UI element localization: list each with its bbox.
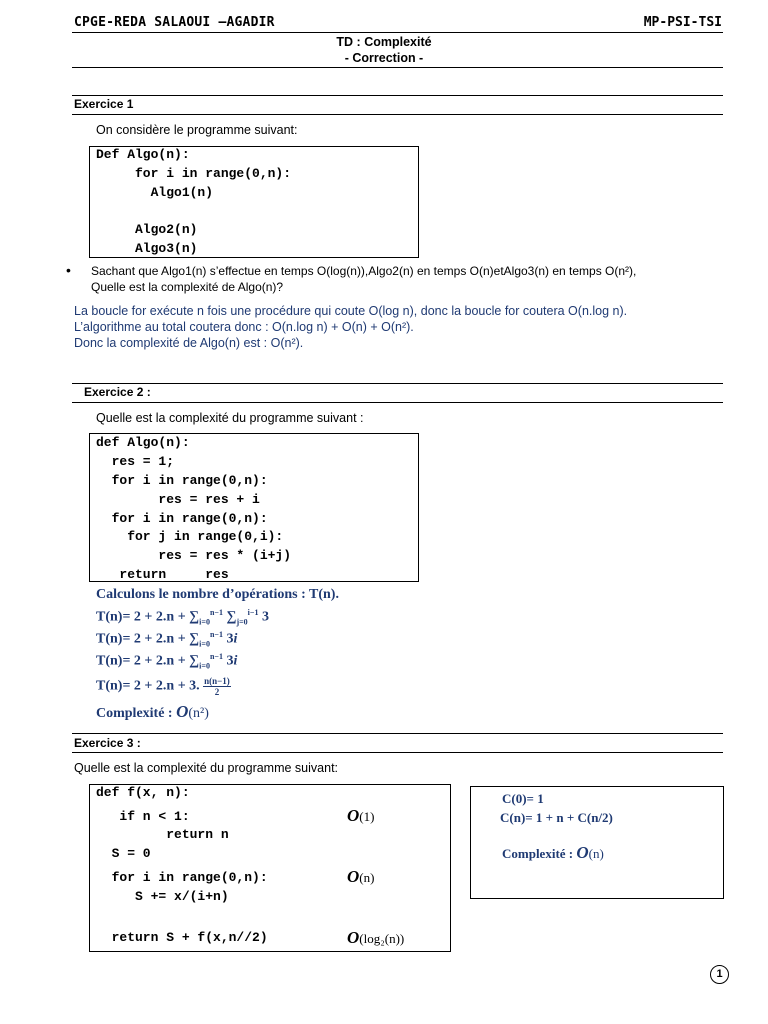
bullet-dot: • <box>66 262 71 278</box>
header-rule <box>72 32 723 33</box>
ex3-complexity-label: Complexité : <box>502 846 574 861</box>
big-o-symbol: O <box>176 702 189 721</box>
ex1-bottom-rule <box>72 114 723 115</box>
big-o-symbol: O <box>347 867 360 886</box>
ex1-answer-line-2: L’algorithme au total coutera donc : O(n.log n) + O(n) + O(n²). <box>74 320 414 334</box>
ex2-formula-4 <box>96 676 231 697</box>
ex2-formula-4-text: T(n)= 2 + 2.n + 3. <box>96 678 200 694</box>
ex2-bottom-rule <box>72 402 723 403</box>
ex1-intro: On considère le programme suivant: <box>96 123 298 137</box>
ex1-code-line: Algo2(n) <box>96 222 198 237</box>
ex2-code-line: res = res + i <box>96 492 260 507</box>
ex2-code-line: for j in range(0,i): <box>96 529 284 544</box>
ex2-fraction-den: 2 <box>214 687 220 697</box>
ex2-fraction <box>203 676 231 697</box>
ex2-formula-2: $T(n)= 2 + 2.n + \sum_{i=0}^{n-1}$ 3i <box>96 630 238 649</box>
ex2-code-line: for i in range(0,n): <box>96 473 268 488</box>
ex3-cost-line-2 <box>347 867 374 887</box>
ex3-label: Exercice 3 : <box>74 736 141 750</box>
doc-title: TD : Complexité <box>336 35 432 49</box>
ex3-code-line: for i in range(0,n): <box>96 870 268 885</box>
ex3-code-line: if n < 1: <box>96 809 190 824</box>
ex2-code-line: return res <box>96 567 229 582</box>
school-header: CPGE-REDA SALAOUI –AGADIR <box>74 15 275 30</box>
ex3-recurrence-2: C(n)= 1 + n + C(n/2) <box>500 810 613 825</box>
ex2-formula-1: $T(n)= 2 + 2.n + \sum_{i=0}^{n-1}$ $\sum_{j=0}^{i-1}$ 3 <box>96 608 269 627</box>
ex3-top-rule <box>72 733 723 734</box>
ex1-code-line: for i in range(0,n): <box>96 166 292 181</box>
ex3-complexity <box>502 843 604 863</box>
ex3-code-line: S = 0 <box>96 846 151 861</box>
ex2-complexity-value: (n²) <box>188 706 209 721</box>
ex2-top-rule <box>72 383 723 384</box>
ex1-answer-line-1: La boucle for exécute n fois une procédure qui coute O(log n), donc la boucle for coutera O(n.log n). <box>74 304 628 318</box>
ex2-intro: Quelle est la complexité du programme suivant : <box>96 411 364 425</box>
doc-subtitle: - Correction - <box>344 51 424 65</box>
ex1-question-2: Quelle est la complexité de Algo(n)? <box>91 280 284 294</box>
title-rule <box>72 67 723 68</box>
ex3-code-line: return n <box>96 827 229 842</box>
ex2-code-line: res = 1; <box>96 454 175 469</box>
ex2-calc-title: Calculons le nombre d’opérations : T(n). <box>96 587 339 602</box>
ex2-code-line: for i in range(0,n): <box>96 511 268 526</box>
ex2-complexity-label: Complexité : <box>96 706 173 721</box>
ex2-label: Exercice 2 : <box>84 385 151 399</box>
ex3-cost-3: (log₂(n)) <box>359 931 405 946</box>
ex1-answer-line-3: Donc la complexité de Algo(n) est : O(n²). <box>74 336 304 350</box>
ex2-complexity <box>96 702 209 722</box>
big-o-symbol: O <box>347 928 360 947</box>
ex3-code-line: def f(x, n): <box>96 785 190 800</box>
ex1-code-line: Algo3(n) <box>96 241 198 256</box>
ex1-label: Exercice 1 <box>74 97 134 111</box>
ex2-code-line: def Algo(n): <box>96 435 190 450</box>
ex2-code-line: res = res * (i+j) <box>96 548 292 563</box>
ex3-complexity-value: (n) <box>588 846 604 861</box>
ex3-code-line: return S + f(x,n//2) <box>96 930 268 945</box>
ex1-code-line: Algo1(n) <box>96 185 214 200</box>
page-number: 1 <box>710 965 729 984</box>
ex1-top-rule <box>72 95 723 96</box>
big-o-symbol: O <box>347 806 360 825</box>
ex3-intro: Quelle est la complexité du programme suivant: <box>74 761 339 775</box>
ex1-code-line: Def Algo(n): <box>96 147 190 162</box>
ex3-cost-2: (n) <box>359 870 375 885</box>
ex3-bottom-rule <box>72 752 723 753</box>
ex3-cost-line-3 <box>347 928 404 948</box>
ex3-cost-line-1 <box>347 806 374 826</box>
ex2-formula-3: $T(n)= 2 + 2.n + \sum_{i=0}^{n-1}$ 3i <box>96 652 238 671</box>
big-o-symbol: O <box>576 843 589 862</box>
ex3-recurrence-1: C(0)= 1 <box>502 791 544 806</box>
ex2-fraction-num: n(n−1) <box>204 676 230 686</box>
ex3-code-line: S += x/(i+n) <box>96 889 229 904</box>
ex1-question: Sachant que Algo1(n) s’effectue en temps O(log(n)),Algo2(n) en temps O(n)etAlgo3(n) en temps O(n²), <box>91 264 637 278</box>
ex3-cost-1: (1) <box>359 809 375 824</box>
class-header: MP-PSI-TSI <box>643 15 722 30</box>
